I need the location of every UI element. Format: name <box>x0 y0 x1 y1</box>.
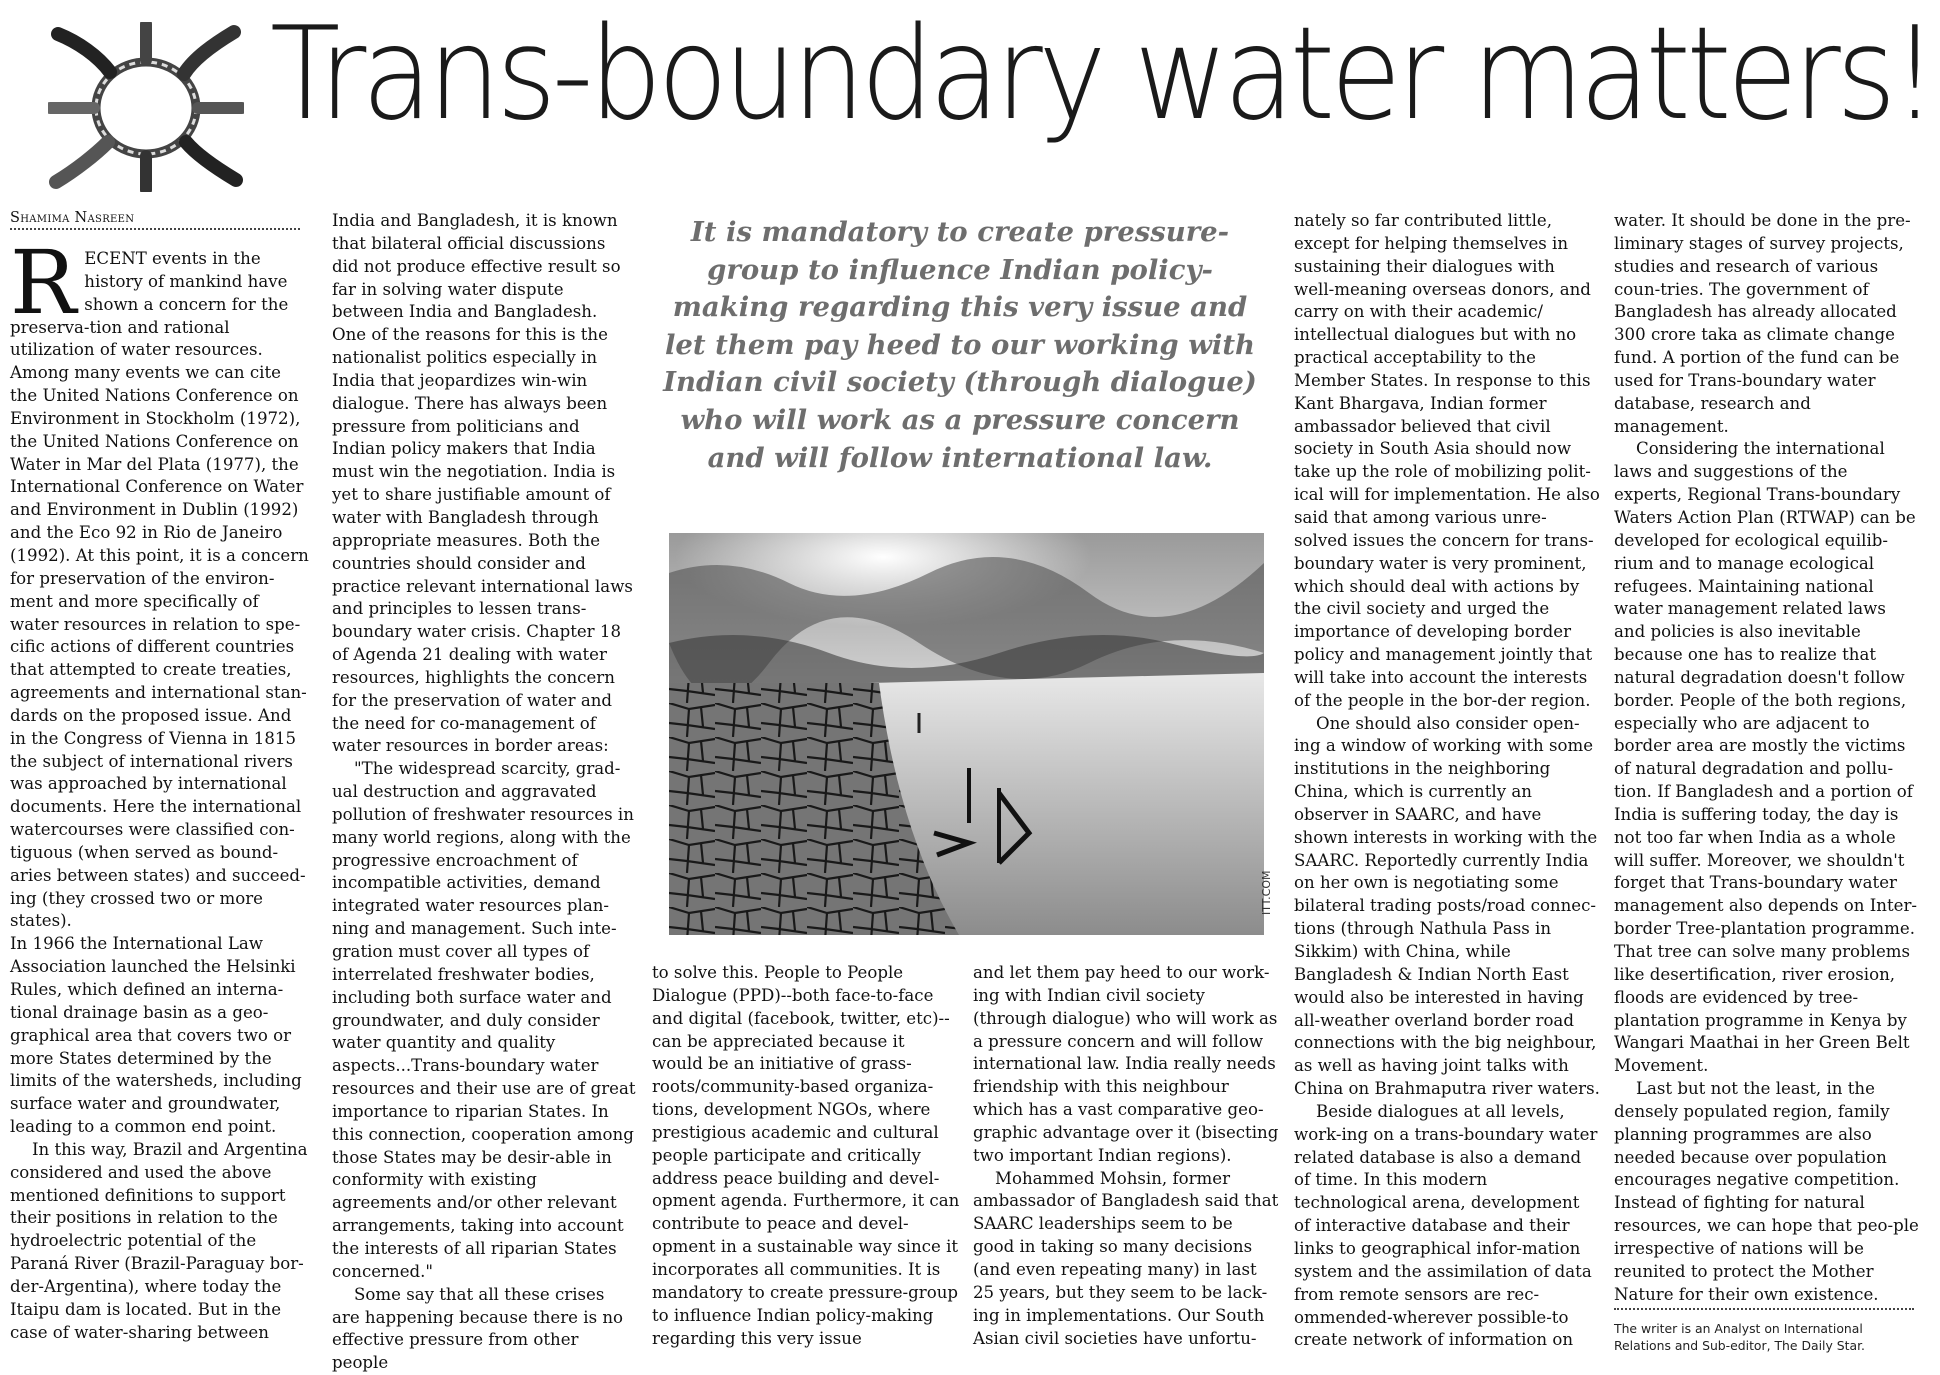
col4-paragraph: Mohammed Mohsin, former ambassador of Bangladesh said that SAARC leaderships seem to be good in taking so many decisions (and even repeating many) in last 25 years, but they seem to be lack-ing in implementations. Our South Asian civil societies have unfortu- <box>973 1168 1279 1348</box>
col3-paragraph: to solve this. People to People Dialogue (PPD)--both face-to-face and digital (facebook, twitter, etc)--can be appreciated because it would be an initiative of grass-roots/community-based organiza-tions, development NGOs, where prestigious academic and cultural people participate and critically address peace building and devel-opment agenda. Furthermore, it can contribute to peace and devel-opment in a sustainable way since it incorporates all communities. It is mandatory to create pressure-group to influence Indian policy-making regarding this very issue <box>652 963 960 1348</box>
photo-credit: ITT.COM <box>1260 870 1273 915</box>
column-6 <box>1614 210 1920 1307</box>
byline: Shamima Nasreen <box>10 210 300 230</box>
column-1 <box>10 231 310 1345</box>
pull-quote: It is mandatory to create pressure-group to influence Indian policy-making regarding this very issue and let them pay heed to our working with Indian civil society (through dialogue) who will work as a pressure concern and will follow international law. <box>663 216 1257 474</box>
col1-paragraph: ECENT events in the history of mankind have shown a concern for the preserva-tion and rational utilization of water resources. Among many events we can cite the United Nations Conference on Environment in Stockholm (1972), the United Nations Conference on Water in Mar del Plata (1977), the International Conference on Water and Environment in Dublin (1992) and the Eco 92 in Rio de Janeiro (1992). At this point, it is a concern for preservation of the environ-ment and more specifically of water resources in relation to spe-cific actions of different countries that attempted to create treaties, agreements and international stan-dards on the proposed issue. And in the Congress of Vienna in 1815 the subject of international rivers was approached by international documents. Here the international watercourses were classified con-tiguous (when served as bound-aries between states) and succeed-ing (they crossed two or more states). <box>10 249 309 931</box>
col1-paragraph: In 1966 the International Law Association launched the Helsinki Rules, which defined an interna-tional drainage basin as a geo-graphical area that covers two or more States determined by the limits of the watersheds, including surface water and groundwater, leading to a common end point. <box>10 934 302 1137</box>
headline: Trans-boundary water matters! <box>270 0 1934 149</box>
col6-paragraph: Last but not the least, in the densely populated region, family planning programmes are also needed because over population encourages negative competition. Instead of fighting for natural resources, we can hope that peo-ple irrespective of nations will be reunited to protect the Mother Nature for their own existence. <box>1614 1079 1919 1304</box>
cracked-riverbed-photo <box>669 533 1264 935</box>
col4-paragraph: and let them pay heed to our work-ing with Indian civil society (through dialogue) who will work as a pressure concern and will follow international law. India really needs friendship with this neighbour which has a vast comparative geo-graphic advantage over it (bisecting two important Indian regions). <box>973 963 1279 1165</box>
drop-cap: R <box>10 231 77 334</box>
hands-water-ring-logo <box>48 22 244 192</box>
col6-paragraph: Considering the international laws and suggestions of the experts, Regional Trans-boundary Waters Action Plan (RTWAP) can be developed for ecological equilib-rium and to manage ecological refugees. Maintaining national water management related laws and policies is also inevitable because one has to realize that natural degradation doesn't follow border. People of the both regions, especially who are adjacent to border area are mostly the victims of natural degradation and pollu-tion. If Bangladesh and a portion of India is suffering today, the day is not too far when India as a whole will suffer. Moreover, we shouldn't forget that Trans-boundary water management also depends on Inter-border Tree-plantation programme. That tree can solve many problems like desertification, river erosion, floods are evidenced by tree-plantation programme in Kenya by Wangari Maathai in her Green Belt Movement. <box>1614 439 1918 1076</box>
column-3 <box>652 962 960 1350</box>
col2-paragraph: Some say that all these crises are happening because there is no effective pressure from other people <box>332 1284 624 1373</box>
col5-paragraph: One should also consider open-ing a window of working with some institutions in the neighboring China, which is currently an observer in SAARC, and have shown interests in working with the SAARC. Reportedly currently India on her own is negotiating some bilateral trading posts/road connec-tions (through Nathula Pass in Sikkim) with China, while Bangladesh & Indian North East would also be interested in having all-weather overland border road connections with the big neighbour, as well as having joint talks with China on Brahmaputra river waters. <box>1294 713 1600 1099</box>
col2-paragraph: "The widespread scarcity, grad-ual destruction and aggravated pollution of freshwater resources in many world regions, along with the progressive encroachment of incompatible activities, demand integrated water resources plan-ning and management. Such inte-gration must cover all types of interrelated freshwater bodies, including both surface water and groundwater, and duly consider water quantity and quality aspects...Trans-boundary water resources and their use are of great importance to riparian States. In this connection, cooperation among those States may be desir-able in conformity with existing agreements and/or other relevant arrangements, taking into account the interests of all riparian States concerned." <box>332 759 636 1281</box>
column-2 <box>332 210 636 1375</box>
author-footnote: The writer is an Analyst on International Relations and Sub-editor, The Daily Star. <box>1614 1308 1914 1354</box>
column-4 <box>973 962 1279 1350</box>
col1-paragraph: In this way, Brazil and Argentina considered and used the above mentioned definitions to support their positions in relation to the hydroelectric potential of the Paraná River (Brazil-Paraguay bor-der-Argentina), where today the Itaipu dam is located. But in the case of water-sharing between <box>10 1139 308 1342</box>
col5-paragraph: Beside dialogues at all levels, work-ing on a trans-boundary water related database is also a demand of time. In this modern technological arena, development of interactive database and their links to geographical infor-mation system and the assimilation of data from remote sensors are rec-ommended-wherever possible-to create network of information on <box>1294 1101 1598 1350</box>
column-5 <box>1294 210 1600 1352</box>
col6-paragraph: water. It should be done in the pre-liminary stages of survey projects, studies and research of various coun-tries. The government of Bangladesh has already allocated 300 crore taka as climate change fund. A portion of the fund can be used for Trans-boundary water database, research and management. <box>1614 211 1911 436</box>
col2-paragraph: India and Bangladesh, it is known that bilateral official discussions did not produce effective result so far in solving water dispute between India and Bangladesh. One of the reasons for this is the nationalist politics especially in India that jeopardizes win-win dialogue. There has always been pressure from politicians and Indian policy makers that India must win the negotiation. India is yet to share justifiable amount of water with Bangladesh through appropriate measures. Both the countries should consider and practice relevant international laws and principles to lessen trans-boundary water crisis. Chapter 18 of Agenda 21 dealing with water resources, highlights the concern for the preservation of water and the need for co-management of water resources in border areas: <box>332 211 633 756</box>
col5-paragraph: nately so far contributed little, except for helping themselves in sustaining their dialogues with well-meaning overseas donors, and carry on with their academic/ intellectual dialogues but with no practical acceptability to the Member States. In response to this Kant Bhargava, Indian former ambassador believed that civil society in South Asia should now take up the role of mobilizing polit-ical will for implementation. He also said that among various unre-solved issues the concern for trans-boundary water is very prominent, which should deal with actions by the civil society and urged the importance of developing border policy and management jointly that will take into account the interests of the people in the bor-der region. <box>1294 211 1600 710</box>
